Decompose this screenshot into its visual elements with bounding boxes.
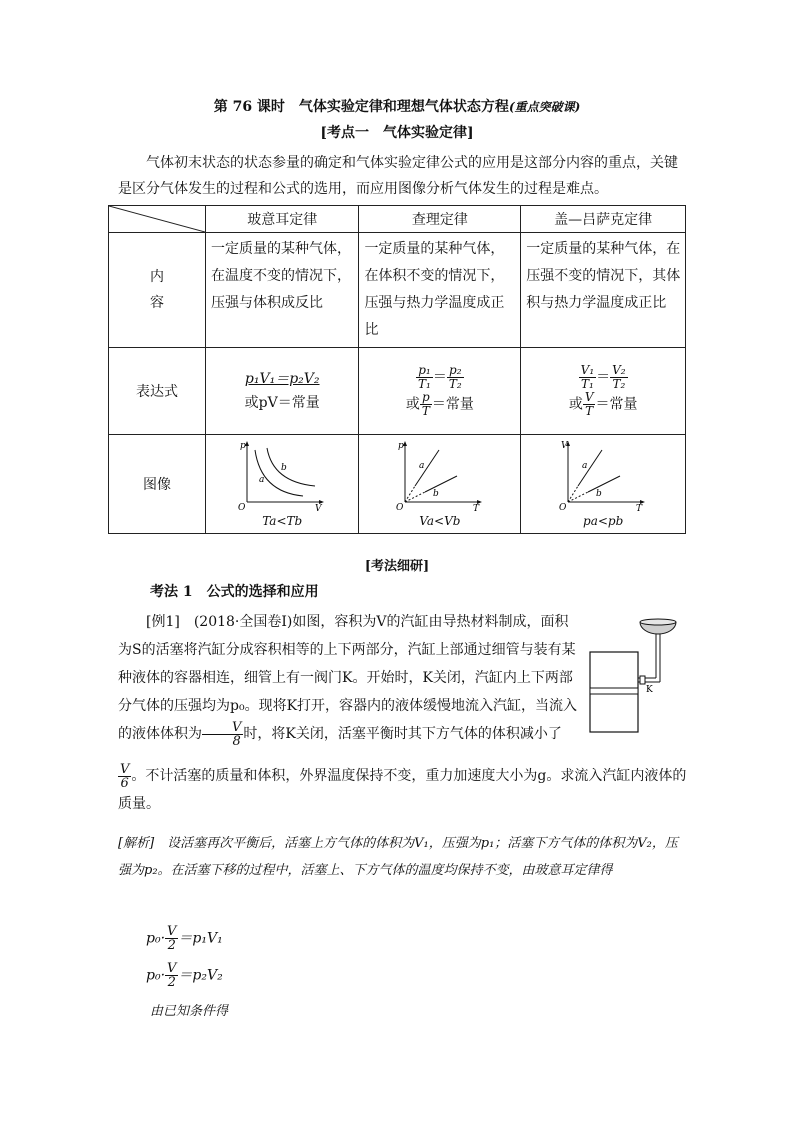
frac-den: T₁ [580,377,594,391]
x-axis-label: V [315,504,322,512]
equation-1 [146,925,223,952]
row-label-expression: 表达式 [109,348,206,435]
example-paragraph-cont [118,762,688,818]
y-axis-label: p [240,441,246,451]
frac-num: p₂ [447,364,464,378]
frac-den: T [421,404,430,418]
line-b-label: b [596,489,602,499]
gay-frac-1 [579,364,596,391]
boyle-formula: p₁V₁＝p₂V₂ [244,371,320,387]
isochore-graph [395,440,485,512]
frac-num: V [584,390,594,404]
frac-den: 2 [167,975,176,990]
frac-den: 8 [232,733,241,749]
curve-b-label: b [281,463,287,473]
charles-formula: $\frac{\text{p₁}}{\text{T₁}}$ ＝ $\frac{\text{p₂}}{\text{T₂}}$ [418,363,462,391]
expr-boyle [206,348,359,435]
curve-a [255,450,303,496]
frac-den: T₂ [612,377,626,391]
study-section-heading: [考法细研] [364,559,430,574]
line-a-label: a [418,461,425,471]
graph-caption: Ta<Tb [262,514,303,528]
frac-den: T₂ [448,377,462,391]
x-axis-label: T [636,504,643,512]
valve-k [640,676,645,684]
given-condition-note: 由已知条件得 [150,1004,229,1019]
charles-alt [359,391,520,418]
intro-paragraph: 气体初末状态的状态参量的确定和气体实验定律公式的应用是这部分内容的重点，关键是区分气体发生的过程和公式的选用，而应用图像分析气体发生的过程是难点。 [118,155,678,197]
col-header-boyle: 玻意耳定律 [206,206,359,233]
example-text-end: 。不计活塞的质量和体积，外界温度保持不变，重力加速度大小为g。求流入汽缸内液体的质量。 [118,768,687,812]
isobar-graph [558,440,648,512]
expr-gay-lussac [521,348,686,435]
or-text: 或 [568,396,583,413]
gay-frac-alt [583,391,596,418]
eq-pre: p₀· [146,930,166,947]
table-corner-cell [109,206,206,233]
method-heading: 考法 1 公式的选择和应用 [150,584,319,600]
frac-den: 2 [167,938,176,953]
frac-num: V [167,961,177,976]
section-heading: [考点一 气体实验定律] [320,125,474,141]
frac-num: p₁ [416,364,433,378]
y-axis-label: p [397,441,404,451]
col-header-gay-lussac: 盖—吕萨克定律 [521,206,686,233]
graph-caption: Va<Vb [419,514,461,528]
eq-fraction [165,925,178,952]
gay-alt [521,391,685,418]
gas-laws-table [108,205,686,534]
example-text-mid: 时，将K关闭，活塞平衡时其下方气体的体积减小了 [243,726,562,742]
frac-den: T [585,404,594,418]
charles-frac-2 [447,364,464,391]
gay-formula: $\frac{\text{V₁}}{\text{T₁}}$ ＝ $\frac{\text{V₂}}{\text{T₂}}$ [580,363,626,391]
line-b [425,476,457,492]
boyle-alt: 或pV＝常量 [244,395,320,411]
frac-num: V₁ [580,363,595,377]
frac-den: T₁ [418,377,431,391]
cylinder-diagram [588,612,698,738]
graph-boyle [206,435,359,534]
eq-pre: p₀· [146,967,166,984]
origin-label: O [559,503,567,512]
line-b-label: b [432,489,439,499]
diagonal-line [109,206,205,232]
or-text: 或 [405,396,420,413]
solution-paragraph: [解析] 设活塞再次平衡后，活塞上方气体的体积为V₁，压强为p₁；活塞下方气体的体积为V₂，压强为p₂。在活塞下移的过程中，活塞上、下方气体的温度均保持不变，由玻意耳定律得 [118,836,678,878]
isotherm-graph [237,440,327,512]
const-text: ＝常量 [595,396,638,413]
graph-caption: pa<pb [583,514,624,528]
frac-den: 6 [120,775,129,791]
graph-charles [359,435,521,534]
example-text: [例1] (2018·全国卷Ⅰ)如图，容积为V的汽缸由导热材料制成，面积为S的活塞将汽缸分成容积相等的上下两部分，汽缸上部通过细管与装有某种液体的容器相连，细管上有一阀门K。开始时，K关闭，汽缸内上下两部分气体的压强均为p₀。现将K打开，容器内的液体缓慢地流入汽缸，当流入的液体体积为 [118,614,578,742]
line-b [588,476,620,492]
valve-label: K [646,685,653,695]
row-label-content: 内 容 [109,233,206,348]
title-tag: (重点突破课) [508,100,581,114]
x-axis-label: T [472,504,479,512]
content-charles: 一定质量的某种气体，在体积不变的情况下，压强与热力学温度成正比 [359,233,521,348]
row-label-graph: 图像 [109,435,206,534]
line-a-label: a [582,461,588,471]
y-axis-label: V [561,441,568,451]
eq-fraction [165,962,178,989]
example-paragraph [118,608,578,748]
piston [590,688,638,694]
origin-label: O [395,503,404,512]
frac-num: V [167,924,177,939]
content-gay-lussac: 一定质量的某种气体，在压强不变的情况下，其体积与热力学温度成正比 [521,233,686,348]
example-fraction-2 [118,763,131,790]
origin-label: O [238,503,246,512]
col-header-charles: 查理定律 [359,206,521,233]
page-title [0,96,794,116]
content-boyle: 一定质量的某种气体，在温度不变的情况下，压强与体积成反比 [206,233,359,348]
curve-a-label: a [259,475,265,485]
graph-gay-lussac [521,435,686,534]
gay-frac-2 [610,364,627,391]
frac-num: p [420,391,432,405]
example-fraction [202,721,243,748]
eq-post: ＝p₁V₁ [178,930,223,947]
frac-num: V₂ [612,363,626,377]
equation-2 [146,962,223,989]
eq-post: ＝p₂V₂ [178,967,223,984]
charles-frac-1 [416,364,433,391]
frac-num: V [202,721,243,735]
curve-b [267,448,315,486]
const-text: ＝常量 [431,396,474,413]
expr-charles [359,348,521,435]
charles-frac-alt [420,391,432,418]
frac-num: V [120,761,130,777]
title-main: 第 76 课时 气体实验定律和理想气体状态方程 [213,99,509,115]
